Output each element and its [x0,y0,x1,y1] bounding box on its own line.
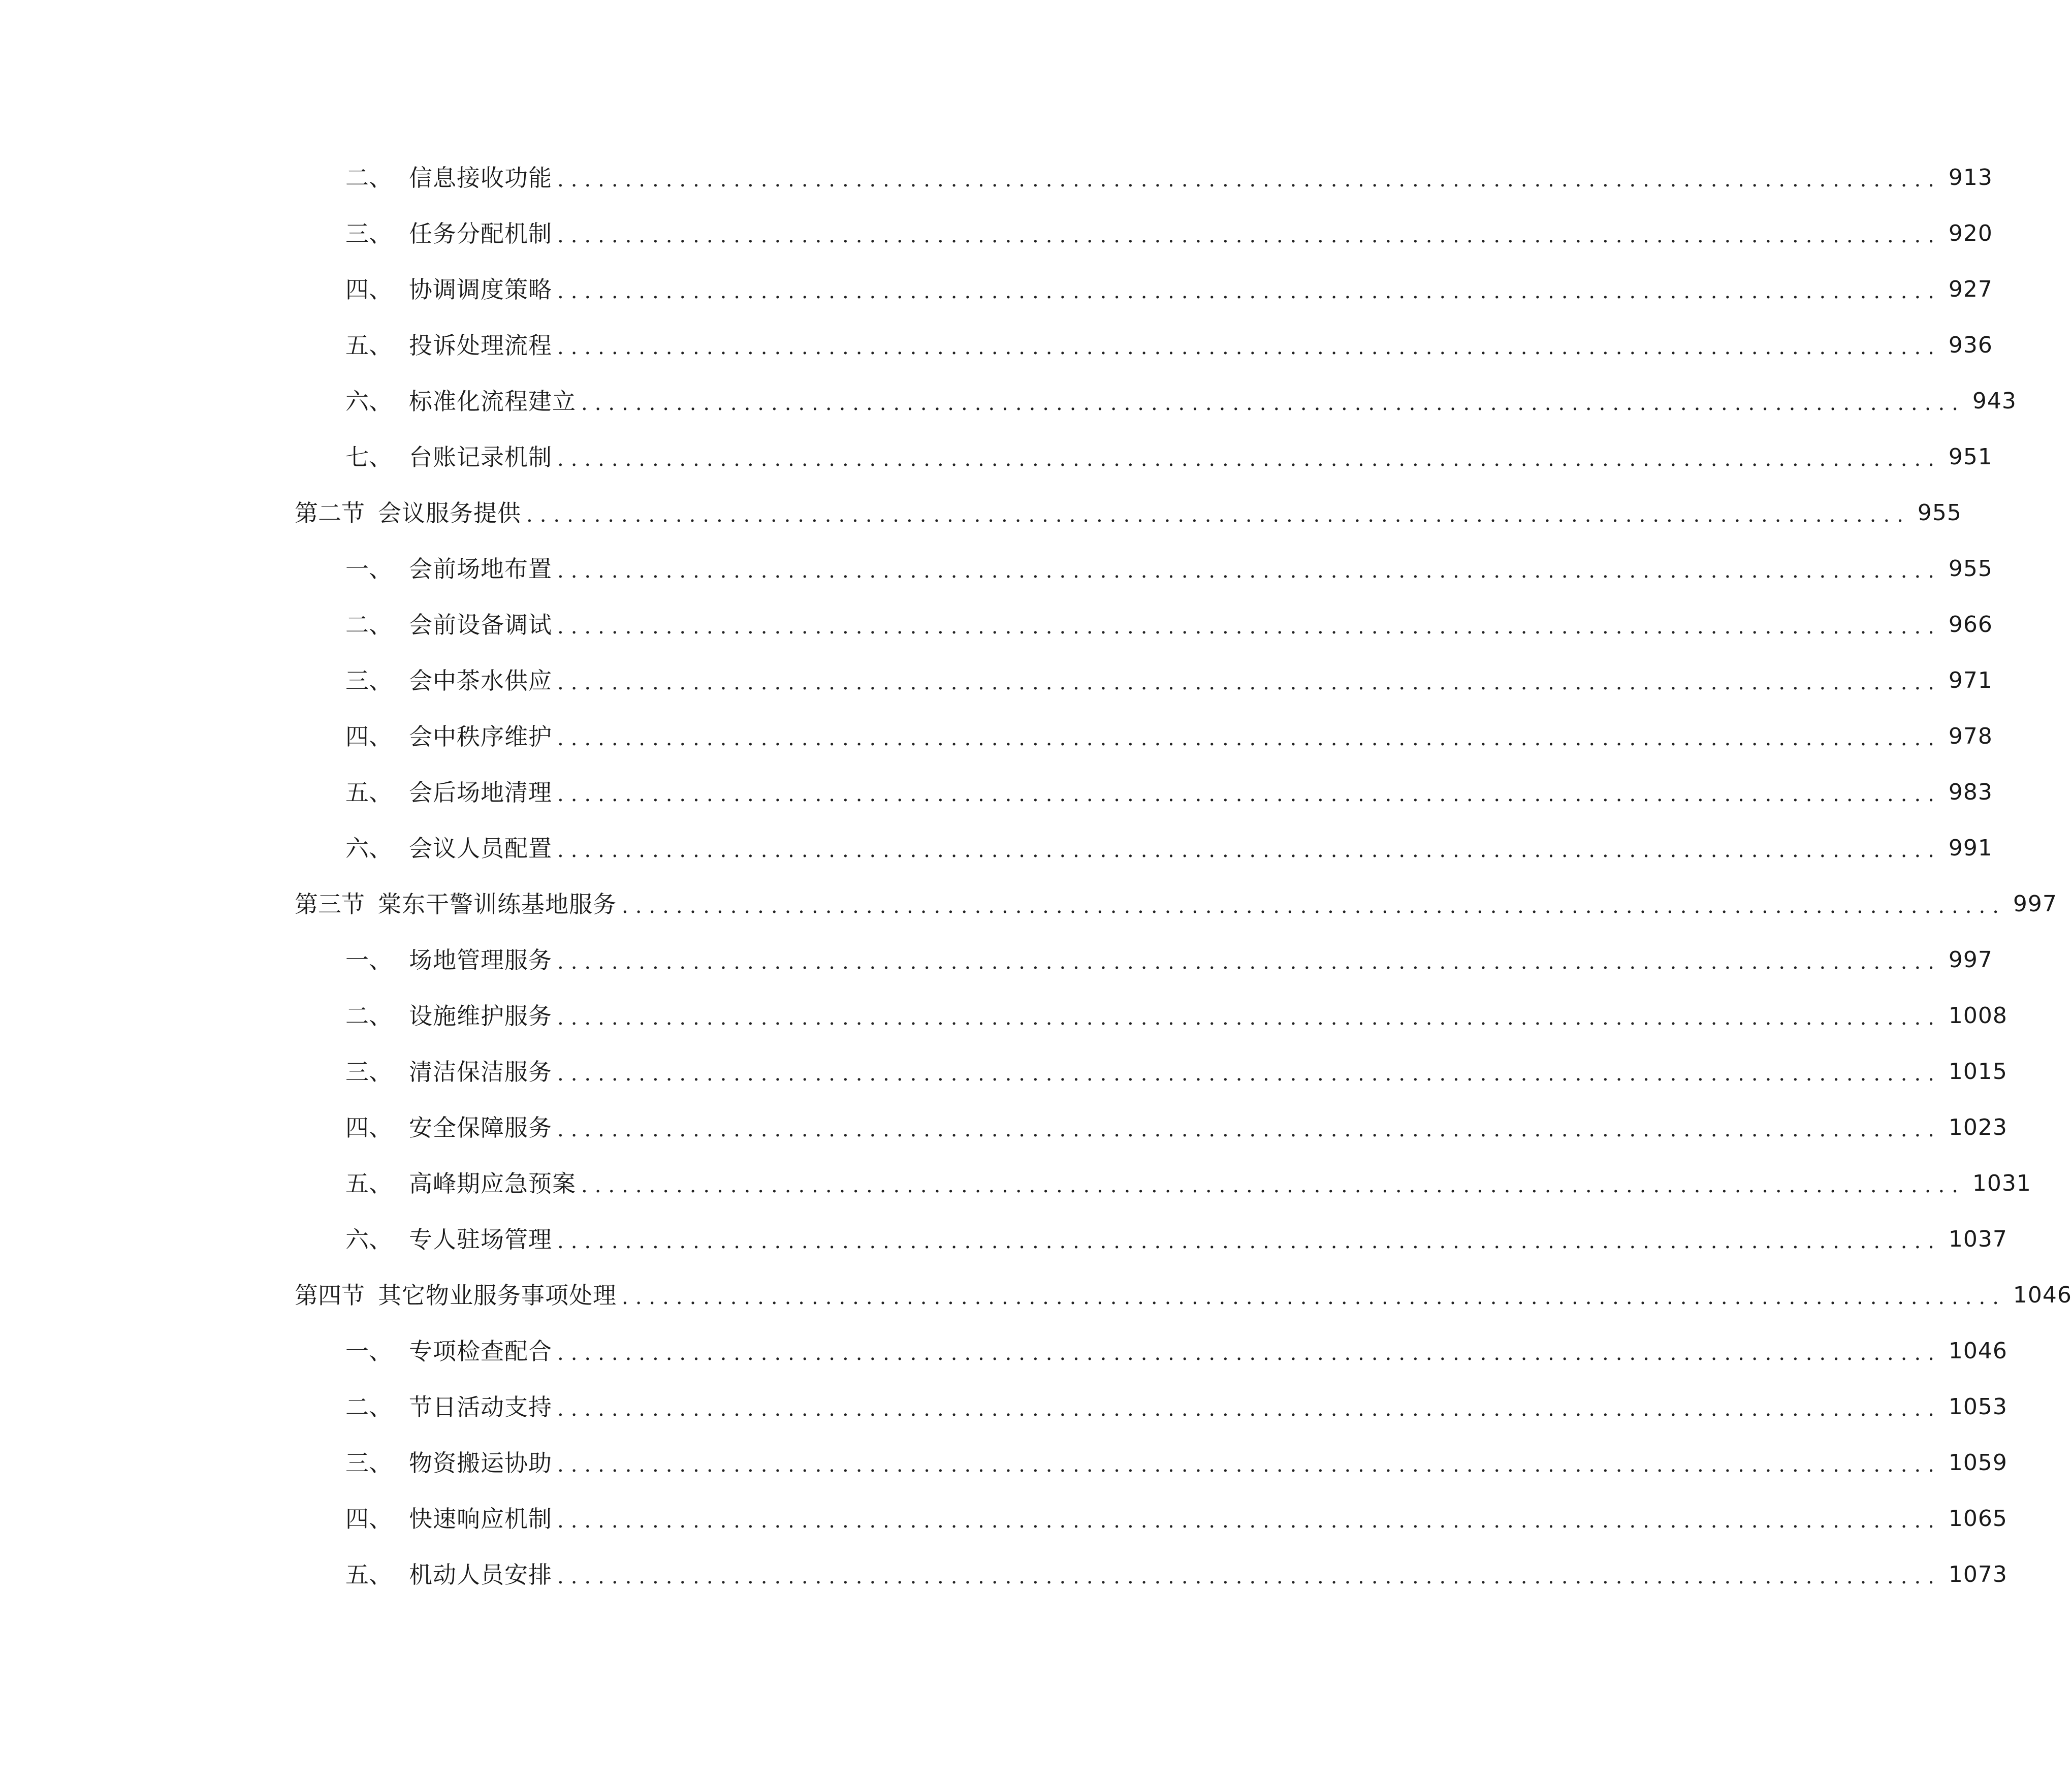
toc-item-number: 一、 [345,946,392,974]
toc-item-number: 六、 [345,388,392,415]
toc-page-number: 966 [1948,612,1993,638]
toc-item[interactable] [345,1443,2007,1483]
toc-item[interactable] [345,716,1993,757]
toc-section[interactable] [295,884,2057,925]
toc-page-number: 955 [1948,556,1993,582]
toc-item-number: 三、 [345,667,392,694]
toc-page-number: 955 [1917,500,1962,526]
toc-item-number: 六、 [345,835,392,862]
toc-item[interactable] [345,381,2017,422]
toc-page-number: 951 [1948,444,1993,470]
toc-item[interactable] [345,269,1993,310]
toc-leader-dots: ...................................................................................................... [557,1565,1941,1588]
toc-item-number: 五、 [345,1561,392,1588]
toc-item-number: 五、 [345,779,392,806]
toc-item-title: 会中秩序维护 [409,723,552,750]
toc-leader-dots: ...................................................................................................... [557,950,1941,974]
toc-item-title: 会议人员配置 [409,835,552,862]
toc-item-number: 二、 [345,611,392,639]
toc-item-title: 机动人员安排 [409,1561,552,1588]
toc-leader-dots: ...................................................................................................... [557,224,1941,247]
toc-page-number: 1046 [1948,1338,2007,1364]
toc-item[interactable] [345,828,1993,869]
toc-section-title: 棠东干警训练基地服务 [378,890,617,918]
toc-item-number: 六、 [345,1226,392,1253]
toc-page-number: 997 [2013,891,2057,917]
toc-item[interactable] [345,660,1993,701]
toc-item-title: 台账记录机制 [409,443,552,471]
toc-leader-dots: ...................................................................................................... [557,1397,1941,1421]
toc-page-number: 978 [1948,723,1993,749]
toc-item-title: 专项检查配合 [409,1338,552,1365]
toc-leader-dots: ...................................................................................................... [557,1230,1941,1253]
toc-page-number: 971 [1948,667,1993,693]
toc-item[interactable] [345,1387,2007,1427]
toc-item[interactable] [345,437,1993,478]
toc-page-number: 1046 [2013,1282,2072,1308]
toc-item[interactable] [345,549,1993,589]
toc-section[interactable] [295,493,1962,533]
toc-item-number: 四、 [345,1114,392,1141]
toc-item[interactable] [345,940,1993,980]
toc-item-title: 物资搬运协助 [409,1449,552,1477]
toc-section-number: 第二节 [295,499,365,527]
toc-item-title: 会前场地布置 [409,555,552,583]
toc-item-title: 会前设备调试 [409,611,552,639]
toc-item-number: 一、 [345,1338,392,1365]
toc-item[interactable] [345,996,2007,1036]
toc-page-number: 936 [1948,332,1993,358]
toc-page-number: 1073 [1948,1562,2007,1587]
toc-page-number: 1065 [1948,1506,2007,1532]
toc-leader-dots: ...................................................................................................... [557,1062,1941,1086]
toc-item-number: 二、 [345,164,392,192]
toc-item-title: 安全保障服务 [409,1114,552,1141]
toc-item-title: 设施维护服务 [409,1002,552,1030]
toc-item-number: 四、 [345,276,392,303]
toc-page-number: 1023 [1948,1115,2007,1140]
toc-leader-dots: ...................................................................................................... [557,783,1941,806]
toc-page-number: 1059 [1948,1450,2007,1476]
toc-item[interactable] [345,772,1993,813]
toc-page-number: 997 [1948,947,1993,973]
toc-item-title: 清洁保洁服务 [409,1058,552,1086]
toc-item-title: 投诉处理流程 [409,332,552,359]
toc-item-title: 会中茶水供应 [409,667,552,694]
toc-item-title: 高峰期应急预案 [409,1170,576,1197]
toc-item-title: 标准化流程建立 [409,388,576,415]
toc-item-number: 四、 [345,723,392,750]
toc-leader-dots: ...................................................................................................... [557,280,1941,303]
toc-item-title: 快速响应机制 [409,1505,552,1533]
toc-item-number: 五、 [345,332,392,359]
toc-leader-dots: ...................................................................................................... [557,1509,1941,1533]
toc-leader-dots: ...................................................................................................... [557,1453,1941,1477]
toc-page-number: 920 [1948,220,1993,246]
toc-page-number: 927 [1948,276,1993,302]
toc-leader-dots: ...................................................................................................... [557,1118,1941,1141]
toc-item[interactable] [345,1052,2007,1092]
toc-item[interactable] [345,1554,2007,1595]
toc-section[interactable] [295,1275,2072,1316]
toc-leader-dots: ...................................................................................................... [622,1286,2006,1309]
toc-item-number: 三、 [345,1058,392,1086]
toc-item[interactable] [345,157,1993,198]
toc-leader-dots: ...................................................................................................... [557,168,1941,192]
toc-section-title: 其它物业服务事项处理 [378,1282,617,1309]
toc-item[interactable] [345,604,1993,645]
toc-leader-dots: ...................................................................................................... [557,839,1941,862]
toc-item-number: 七、 [345,443,392,471]
toc-leader-dots: ...................................................................................................... [557,336,1941,359]
toc-item-number: 二、 [345,1393,392,1421]
toc-item-number: 四、 [345,1505,392,1533]
toc-leader-dots: ...................................................................................................... [557,1006,1941,1030]
toc-item-title: 信息接收功能 [409,164,552,192]
toc-leader-dots: ...................................................................................................... [581,1174,1965,1197]
toc-item-number: 五、 [345,1170,392,1197]
toc-item[interactable] [345,1499,2007,1539]
toc-item[interactable] [345,1331,2007,1372]
toc-leader-dots: ...................................................................................................... [622,895,2006,918]
toc-page-number: 1053 [1948,1394,2007,1420]
toc-section-number: 第三节 [295,890,365,918]
toc-item[interactable] [345,1219,2007,1260]
toc-item-number: 二、 [345,1002,392,1030]
toc-page-number: 943 [1972,388,2017,414]
toc-section-title: 会议服务提供 [378,499,521,527]
toc-item-title: 专人驻场管理 [409,1226,552,1253]
toc-item-title: 场地管理服务 [409,946,552,974]
toc-item-number: 三、 [345,1449,392,1477]
toc-item[interactable] [345,213,1993,254]
toc-leader-dots: ...................................................................................................... [557,671,1941,694]
toc-page-number: 913 [1948,165,1993,190]
toc-page-number: 983 [1948,779,1993,805]
toc-leader-dots: ...................................................................................................... [557,448,1941,471]
toc-page-number: 1037 [1948,1226,2007,1252]
toc-item[interactable] [345,1107,2007,1148]
toc-leader-dots: ...................................................................................................... [526,503,1910,527]
toc-item-number: 三、 [345,220,392,247]
toc-leader-dots: ...................................................................................................... [557,559,1941,583]
toc-leader-dots: ...................................................................................................... [557,1342,1941,1365]
toc-item[interactable] [345,325,1993,366]
toc-section-number: 第四节 [295,1282,365,1309]
toc-item-number: 一、 [345,555,392,583]
toc-item[interactable] [345,1163,2031,1204]
toc-leader-dots: ...................................................................................................... [581,392,1965,415]
toc-leader-dots: ...................................................................................................... [557,727,1941,750]
toc-page-number: 991 [1948,835,1993,861]
toc-page-number: 1008 [1948,1003,2007,1029]
toc-leader-dots: ...................................................................................................... [557,615,1941,639]
toc-item-title: 任务分配机制 [409,220,552,247]
toc-item-title: 会后场地清理 [409,779,552,806]
toc-page-number: 1031 [1972,1170,2031,1196]
toc-item-title: 节日活动支持 [409,1393,552,1421]
toc-item-title: 协调调度策略 [409,276,552,303]
toc-page-number: 1015 [1948,1059,2007,1085]
